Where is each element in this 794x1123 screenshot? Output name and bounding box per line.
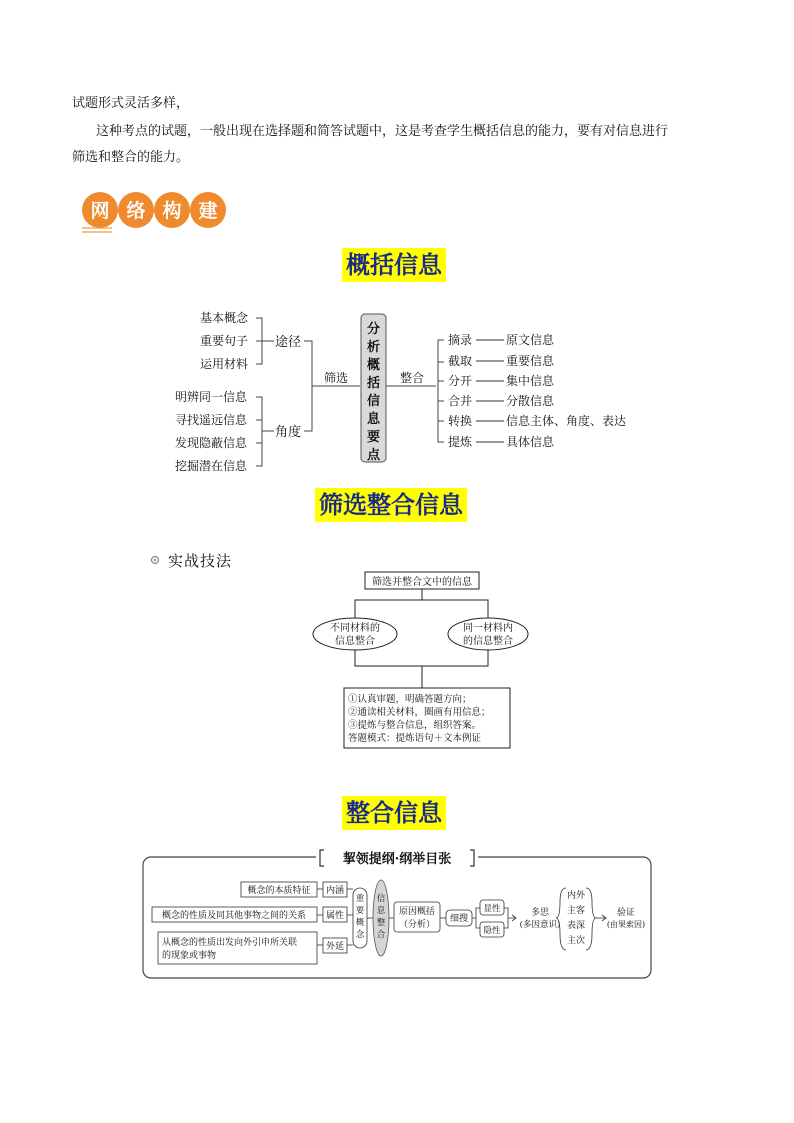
step-3: ③提炼与整合信息，组织答案。 bbox=[348, 720, 482, 731]
section1-title: 概括信息 bbox=[342, 248, 446, 282]
verify-line-2: (由果索因) bbox=[606, 920, 646, 929]
angle-label: 角度 bbox=[275, 425, 302, 440]
right-verb-4: 合并 bbox=[448, 394, 473, 408]
left-top-item-1: 基本概念 bbox=[200, 311, 249, 325]
aspect2-4: 主次 bbox=[566, 936, 586, 946]
right-object-1: 原文信息 bbox=[506, 333, 555, 347]
right-verb-2: 截取 bbox=[448, 354, 473, 368]
right-object-6: 具体信息 bbox=[506, 435, 555, 449]
answer-mode: 答题模式：提炼语句＋文本例证 bbox=[348, 733, 482, 744]
subhead-text: 实战技法 bbox=[168, 551, 233, 570]
banner-graphic bbox=[80, 190, 230, 236]
oval-right-line-2: 的信息整合 bbox=[463, 636, 513, 647]
right-object-5: 信息主体、角度、表达 bbox=[506, 414, 627, 428]
intro-line-1: 试题形式灵活多样， bbox=[72, 96, 190, 111]
center-char-2: 析 bbox=[366, 340, 381, 355]
right-verb-5: 转换 bbox=[448, 414, 473, 428]
oval-left-line-2: 信息整合 bbox=[335, 636, 375, 647]
center-char-8: 点 bbox=[366, 448, 381, 463]
def-2: 概念的性质及同其他事物之间的关系 bbox=[161, 911, 307, 921]
aspect-2: 属性 bbox=[325, 911, 345, 921]
right-object-4: 分散信息 bbox=[506, 394, 555, 408]
aspect2-3: 表深 bbox=[566, 921, 586, 931]
integrate-diagram bbox=[140, 846, 654, 982]
oval-right-line-1: 同一材料内 bbox=[463, 623, 513, 634]
aspect-1: 内涵 bbox=[325, 886, 345, 896]
integrate-char-1: 信 bbox=[376, 894, 386, 904]
intro-line-2: 这种考点的试题，一般出现在选择题和简答试题中，这是考查学生概括信息的能力，要有对信息进行 bbox=[96, 124, 669, 139]
banner-char-3: 构 bbox=[162, 200, 182, 222]
oval-left-line-1: 不同材料的 bbox=[330, 623, 380, 634]
section2-title: 筛选整合信息 bbox=[315, 488, 467, 522]
integrate-label: 整合 bbox=[400, 371, 425, 385]
filter-label: 筛选 bbox=[324, 371, 349, 385]
aspect2-2: 主客 bbox=[566, 906, 586, 916]
integrate-char-3: 整 bbox=[376, 918, 386, 928]
left-bottom-item-4: 挖掘潜在信息 bbox=[175, 459, 248, 473]
path-label: 途径 bbox=[275, 335, 302, 350]
center-char-1: 分 bbox=[366, 322, 381, 337]
reason-line-1: 原因概括 bbox=[398, 907, 436, 917]
frame-header: 挈领提纲·纲举目张 bbox=[342, 852, 452, 867]
summary-diagram bbox=[160, 300, 640, 480]
step-1: ①认真审题，明确答题方向； bbox=[348, 694, 472, 705]
center-char-4: 括 bbox=[366, 376, 381, 391]
left-bottom-item-1: 明辨同一信息 bbox=[175, 390, 248, 404]
think-line-1: 多思 bbox=[530, 908, 550, 918]
bullet-icon bbox=[150, 555, 160, 565]
left-bottom-item-3: 发现隐蔽信息 bbox=[175, 436, 248, 450]
integrate-char-2: 息 bbox=[376, 906, 386, 916]
concept-char-4: 念 bbox=[355, 930, 365, 940]
integrate-char-4: 合 bbox=[376, 930, 386, 940]
left-top-item-2: 重要句子 bbox=[200, 334, 249, 348]
left-top-item-3: 运用材料 bbox=[200, 357, 249, 371]
right-verb-3: 分开 bbox=[448, 374, 473, 388]
step-2: ②通读相关材料，圈画有用信息； bbox=[348, 707, 491, 718]
concept-char-1: 重 bbox=[355, 894, 365, 904]
right-object-3: 集中信息 bbox=[506, 374, 555, 388]
aspect-3: 外延 bbox=[325, 942, 345, 952]
intro-line-3: 筛选和整合的能力。 bbox=[72, 150, 190, 165]
center-char-6: 息 bbox=[366, 412, 381, 427]
center-char-5: 信 bbox=[366, 394, 381, 409]
network-banner bbox=[80, 190, 230, 236]
filter-flowchart bbox=[300, 570, 530, 752]
right-verb-6: 提炼 bbox=[448, 435, 473, 449]
concept-char-2: 要 bbox=[355, 906, 365, 916]
subhead-row bbox=[150, 550, 232, 570]
flow-top-text: 筛选并整合文中的信息 bbox=[372, 577, 472, 588]
right-object-2: 重要信息 bbox=[506, 354, 555, 368]
section3-title: 整合信息 bbox=[342, 796, 446, 830]
explicit-label: 显性 bbox=[483, 904, 501, 914]
think-line-2: (多因意识) bbox=[519, 920, 561, 930]
concept-char-3: 概 bbox=[355, 918, 365, 928]
def-1: 概念的本质特征 bbox=[247, 886, 311, 896]
center-char-7: 要 bbox=[366, 430, 381, 445]
right-verb-1: 摘录 bbox=[448, 333, 473, 347]
refine-label: 细搜 bbox=[449, 914, 469, 924]
verify-line-1: 验证 bbox=[616, 908, 636, 918]
banner-char-1: 网 bbox=[90, 200, 110, 222]
left-bottom-item-2: 寻找遥远信息 bbox=[175, 413, 248, 427]
center-char-3: 概 bbox=[366, 358, 381, 373]
banner-char-2: 络 bbox=[126, 200, 146, 222]
implicit-label: 隐性 bbox=[483, 926, 501, 936]
aspect2-1: 内外 bbox=[566, 891, 586, 901]
def-3-line-1: 从概念的性质出发向外引申所关联 bbox=[162, 938, 298, 948]
banner-char-4: 建 bbox=[198, 200, 218, 222]
def-3-line-2: 的现象或事物 bbox=[162, 951, 217, 961]
reason-line-2: （分析） bbox=[398, 920, 436, 930]
